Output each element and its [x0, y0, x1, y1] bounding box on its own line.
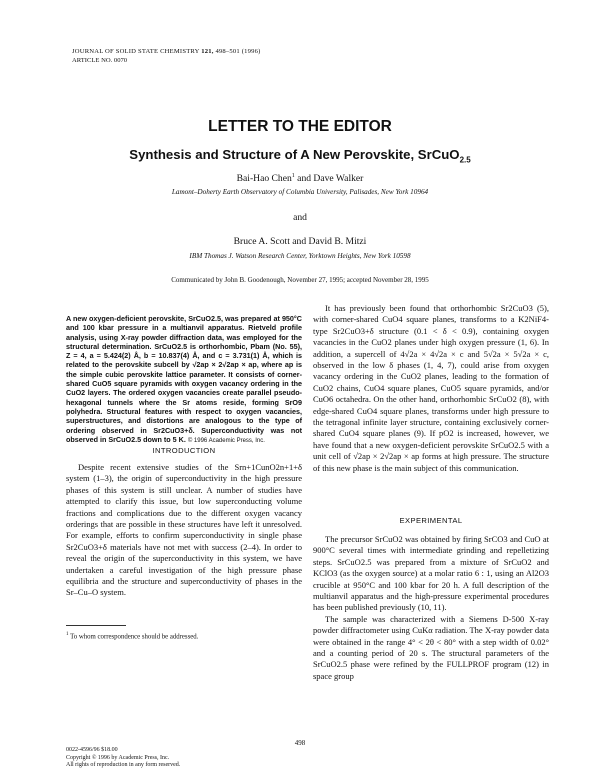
article-number: ARTICLE NO. 0070	[72, 57, 128, 64]
journal-name: JOURNAL OF SOLID STATE CHEMISTRY	[72, 48, 200, 55]
right-column-paragraph	[313, 303, 549, 474]
communicated-line: Communicated by John B. Goodenough, November 27, 1995; accepted November 28, 1995	[171, 276, 429, 284]
paper-title	[0, 147, 600, 165]
author-first: Bai-Hao Chen	[236, 173, 292, 185]
author-rest: and Dave Walker	[294, 173, 364, 185]
right-column-text: It has previously been found that orthorhombic Sr2CuO3 (5), with corner-shared CuO4 square planes, transforms to a K2NiF4-type Sr2CuO3+δ structure (0.1 < δ < 0.9), containing oxygen vacancies in the CuO2 planes under high oxygen pressure (1, 6). In addition, a supercell of 4√2a × 4√2a × c and 5√2a × 5√2a × c, observed in the low δ phases (1, 4, 7), could arise from oxygen vacancy ordering in the CuO2 planes, leading to the formation of CuO2 chains, CuO4 square planes, CuO5 square pyramids, and/or CuO6 octahedra. On the other hand, orthorhombic SrCuO2 (8), with edge-shared CuO4 square planes, transforms under high pressure to the tetragonal infinite layer structure, containing exclusively corner-shared CuO4 square planes (9). If pO2 is increased, however, we have found that a new oxygen-deficient perovskite SrCuO2.5 with a unit cell of √2ap × 2√2ap × ap forms at high pressure. The structure of this new phase is the main subject of this communication.	[313, 303, 549, 473]
rights-line: All rights of reproduction in any form reserved.	[66, 762, 181, 769]
introduction-text: Despite recent extensive studies of the Srn+1CunO2n+1+δ system (1–3), the origin of superconductivity in the high pressure phases of this system is still unclear. A number of studies have attempted to clarify this issue, but low superconducting volume fractions and complications due to the different oxygen vacancy orderings that are possible in these structures have left it unresolved. For example, efforts to confirm superconductivity in single phase Sr2CuO3+δ materials have not met with success (2–4). In order to reveal the origin of the superconductivity in this system, we have undertaken a careful investigation of the high pressure phase equilibria and the structure and superconductivity of phases in the Sr–Cu–O system.	[66, 462, 302, 598]
abstract	[66, 314, 302, 446]
experimental-heading: EXPERIMENTAL	[399, 516, 463, 525]
abstract-text: A new oxygen-deficient perovskite, SrCuO2.5, was prepared at 950°C and 100 kbar pressure in a multianvil apparatus. Rietveld profile analysis, using X-ray powder diffraction data, was employed for the structural determination. SrCuO2.5 is orthorhombic, Pbam (No. 55), Z = 4, a = 5.424(2) Å, b = 10.837(4) Å, and c = 3.731(1) Å, which is related to the perovskite subcell by √2ap × 2√2ap × ap, where ap is the simple cubic perovskite lattice parameter. It consists of corner-shared CuO5 square pyramids with oxygen vacancy ordering in the CuO2 layers. The ordered oxygen vacancies create parallel pseudo-hexagonal tunnels where the Sr atoms reside, forming SrO9 polyhedra. Structural features with respect to oxygen vacancies, superstructures, and distortions are analogous to the type of ordering observed in Sr2CuO3+δ. Superconductivity was not observed in SrCuO2.5 down to 5 K.	[66, 314, 302, 444]
introduction-paragraph	[66, 462, 302, 599]
journal-pages-year: 498–501 (1996)	[215, 48, 261, 55]
journal-citation	[72, 47, 261, 56]
abstract-copyright: © 1996 Academic Press, Inc.	[187, 437, 265, 444]
page-number: 498	[294, 739, 306, 747]
author-group-1	[0, 173, 600, 184]
author-group-2: Bruce A. Scott and David B. Mitzi	[233, 236, 367, 247]
footnote-text: To whom correspondence should be addressed.	[70, 633, 199, 641]
copyright-line: Copyright © 1996 by Academic Press, Inc.	[66, 754, 170, 761]
paper-title-subscript: 2.5	[459, 155, 471, 165]
letter-heading: LETTER TO THE EDITOR	[208, 118, 392, 135]
experimental-text-1: The precursor SrCuO2 was obtained by firing SrCO3 and CuO at 900°C several times with intermediate grinding and repelletizing steps. SrCuO2.5 was prepared from a mixture of SrCuO2 and KClO3 (as the oxygen source) at a molar ratio 6 : 1, using an Al2O3 crucible at 950°C and 100 kbar for 20 h. A full description of the multianvil apparatus and the high-pressure experimental procedures has been published previously (10, 11).	[313, 534, 549, 613]
and-separator: and	[293, 212, 307, 223]
footnote	[66, 632, 198, 640]
footnote-mark: 1	[66, 632, 69, 637]
experimental-text-2: The sample was characterized with a Siemens D-500 X-ray powder diffractometer using CuKα radiation. The X-ray powder data were obtained in the range 4° < 2θ < 80° with a step width of 0.02° and a counting period of 20 s. The structural parameters of the SrCuO2.5 phase were refined by the FULLPROF program (12) in space group	[313, 613, 549, 681]
issn-price: 0022-4596/96 $18.00	[66, 747, 118, 753]
paper-title-main: Synthesis and Structure of A New Perovskite, SrCuO	[129, 147, 460, 162]
affiliation-2: IBM Thomas J. Watson Research Center, Yorktown Heights, New York 10598	[189, 252, 411, 260]
footnote-divider	[66, 625, 126, 626]
experimental-section	[313, 534, 549, 682]
affiliation-1: Lamont–Doherty Earth Observatory of Columbia University, Palisades, New York 10964	[171, 188, 429, 196]
copyright-block	[66, 747, 180, 770]
introduction-heading: INTRODUCTION	[152, 446, 216, 455]
journal-volume: 121,	[201, 48, 214, 55]
author-footnote-mark: 1	[291, 173, 295, 179]
